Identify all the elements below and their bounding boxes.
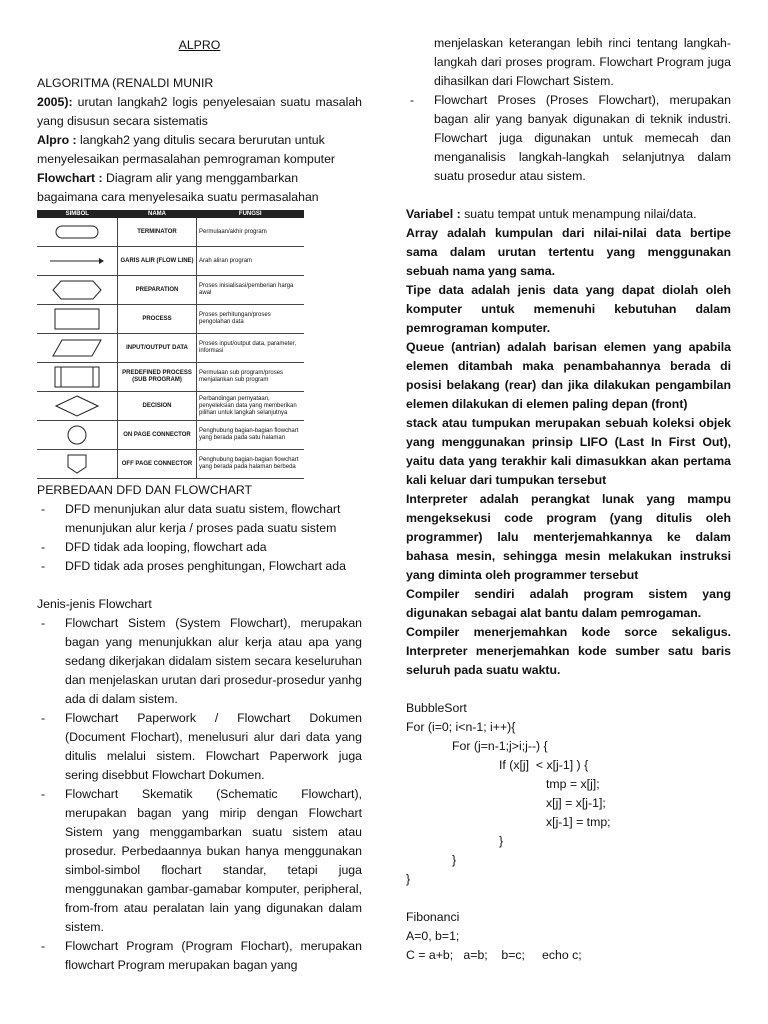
table-header-fungsi: FUNGSI xyxy=(197,210,305,218)
continued-text xyxy=(406,34,731,91)
array-definition: Array adalah kumpulan dari nilai-nilai data bertipe sama dalam urutan tertentu yang menggunakan sebuah nama yang sama. xyxy=(406,226,731,278)
variabel-text: suatu tempat untuk menampung nilai/data. xyxy=(460,207,697,221)
code-line: A=0, b=1; xyxy=(406,929,460,943)
code-line: } xyxy=(499,834,504,848)
predefined-process-icon xyxy=(54,366,100,388)
table-header-nama: NAMA xyxy=(118,210,197,218)
on-page-connector-circle-icon xyxy=(66,424,88,446)
algoritma-year: 2005): xyxy=(37,95,73,109)
dfd-heading: PERBEDAAN DFD DAN FLOWCHART xyxy=(37,483,252,497)
dfd-item-text: DFD tidak ada proses penghitungan, Flowchart ada xyxy=(65,559,346,573)
page-title: ALPRO xyxy=(178,38,221,52)
code-line: } xyxy=(406,872,411,886)
list-item: - Flowchart Program (Program Flochart), merupakan flowchart Program merupakan bagan yang xyxy=(41,939,362,972)
compiler-vs-interpreter: Compiler menerjemahkan kode sorce sekaligus. Interpreter menerjemahkan kode sumber satu baris seluruh pada suatu waktu. xyxy=(406,625,731,677)
proses-title: Flowchart Proses (Proses Flowchart) xyxy=(434,93,656,107)
table-cell-func: Perbandingan pernyataan, penyeleksian data yang memberikan pilihan untuk langkah selanjutnya xyxy=(197,392,305,421)
io-parallelogram-icon xyxy=(52,339,102,357)
jenis-item-title: Flowchart Paperwork / Flowchart Dokumen (Document Flochart) xyxy=(65,711,362,744)
variabel-definition xyxy=(406,205,731,224)
table-cell-func: Permulaan sub program/proses menjalankan sub program xyxy=(197,363,305,392)
off-page-connector-pentagon-icon xyxy=(66,453,88,475)
jenis-item-text: , merupakan bagan yang mirip dengan Flowchart Sistem yang menggambarkan suatu sistem atau prosedur. Perbedaannya bukan hanya menggunakan simbol-simbol flochart standar, tetapi juga menggunakan gambar-gamabar komputer, peripheral, from-from atau peralatan lain yang digunakan dalam sistem. xyxy=(65,787,362,934)
flowchart-symbol-table xyxy=(37,210,304,479)
table-row xyxy=(37,363,304,392)
code-line: C = a+b; a=b; b=c; echo c; xyxy=(406,948,582,962)
table-row xyxy=(37,392,304,421)
alpro-text: langkah2 yang ditulis secara berurutan untuk menyelesaikan permasalahan pemrograman komputer xyxy=(37,133,336,166)
compiler-definition: Compiler sendiri adalah program sistem yang digunakan sebagai alat bantu dalam pemrogaman. xyxy=(406,587,731,620)
table-cell-name: PREPARATION xyxy=(118,276,197,305)
table-row xyxy=(37,247,304,276)
table-cell-func: Penghubung bagian-bagian flowchart yang berada pada satu halaman xyxy=(197,421,305,450)
list-item: - DFD tidak ada looping, flowchart ada xyxy=(41,540,267,554)
bubblesort-code xyxy=(406,718,731,889)
jenis-item-title: Flowchart Sistem (System Flowchart), xyxy=(65,616,291,630)
fibonacci-heading: Fibonanci xyxy=(406,910,460,924)
bubblesort-heading: BubbleSort xyxy=(406,701,467,715)
dfd-item-text: DFD menunjukan alur data suatu sistem, flowchart menunjukan alur kerja / proses pada suatu sistem xyxy=(65,502,341,535)
table-cell-func: Proses inisialisasi/pemberian harga awal xyxy=(197,276,305,305)
alpro-definition xyxy=(37,131,362,169)
table-cell-func: Arah aliran program xyxy=(197,247,305,276)
table-row xyxy=(37,421,304,450)
left-column xyxy=(37,36,362,975)
table-cell-func: Permulaan/akhir program xyxy=(197,218,305,247)
jenis-item-text: , merupakan flowchart Program merupakan bagan yang xyxy=(65,939,362,972)
stack-definition: stack atau tumpukan merupakan sebuah koleksi objek yang menggunakan prinsip LIFO (Last In First Out), yaitu data yang terakhir kali dimasukkan akan pertama kali keluar dari tumpukan tersebut xyxy=(406,416,731,487)
code-line: x[j] = x[j-1]; xyxy=(546,796,606,810)
jenis-item-text: merupakan bagan yang menunjukkan alur kerja atau apa yang sedang dikerjakan didalam sistem secara keseluruhan dan menjelaskan urutan dari prosedur-prosedur yanhg ada di dalam sistem. xyxy=(65,616,363,706)
jenis-item-text: , menelusuri alur dari data yang ditulis melalui sistem. Flowchart Paperwork juga sering disebbut Flowchart Dokumen. xyxy=(65,730,362,782)
list-item: - Flowchart Proses (Proses Flowchart), merupakan bagan alir yang banyak digunakan di teknik industri. Flowchart juga digunakan untuk memecah dan menganalisis langkah-langkah selanjutnya dalam suatu prosedur atau sistem. xyxy=(410,93,731,183)
list-item: - Flowchart Skematik (Schematic Flowchart), merupakan bagan yang mirip dengan Flowchart Sistem yang menggambarkan suatu sistem atau prosedur. Perbedaannya bukan hanya menggunakan simbol-simbol flochart standar, tetapi juga menggunakan gambar-gamabar komputer, peripheral, from-from atau peralatan lain yang digunakan dalam sistem. xyxy=(41,787,362,934)
decision-diamond-icon xyxy=(55,395,99,417)
code-line: For (j=n-1;j>i;j--) { xyxy=(452,739,548,753)
tipe-data-definition: Tipe data adalah jenis data yang dapat diolah oleh komputer untuk memenuhi kebutuhan dalam pemrograman komputer. xyxy=(406,283,731,335)
table-row xyxy=(37,450,304,479)
alpro-label: Alpro : xyxy=(37,133,77,147)
code-line: x[j-1] = tmp; xyxy=(546,815,611,829)
table-cell-name: TERMINATOR xyxy=(118,218,197,247)
jenis-item-title: Flowchart Skematik (Schematic Flowchart) xyxy=(65,787,359,801)
list-item: - DFD tidak ada proses penghitungan, Flowchart ada xyxy=(41,559,346,573)
table-row xyxy=(37,334,304,363)
code-line: } xyxy=(452,853,457,867)
interpreter-definition: Interpreter adalah perangkat lunak yang mampu mengeksekusi code program (yang ditulis oleh programmer) lalu menterjemahkannya ke dalam bahasa mesin, sehingga mesin melakukan instruksi yang diminta oleh programmer tersebut xyxy=(406,492,731,582)
jenis-item-title: Flowchart Program (Program Flochart) xyxy=(65,939,290,953)
table-cell-name: PROCESS xyxy=(118,305,197,334)
flowchart-text: Diagram alir yang menggambarkan bagaimana cara menyelesaika suatu permasalahan xyxy=(37,171,319,204)
variabel-label: Variabel : xyxy=(406,207,461,221)
terminator-symbol-icon xyxy=(55,225,99,239)
preparation-hexagon-icon xyxy=(52,280,102,300)
flowchart-label: Flowchart : xyxy=(37,171,103,185)
table-row xyxy=(37,218,304,247)
jenis-heading: Jenis-jenis Flowchart xyxy=(37,597,152,611)
table-cell-func: Penghubung bagian-bagian flowchart yang berada pada halaman berbeda xyxy=(197,450,305,479)
continued-text-body: menjelaskan keterangan lebih rinci tentang langkah-langkah dari proses program. Flowchart Program juga dihasilkan dari Flowchart Sistem. xyxy=(434,36,731,88)
queue-definition: Queue (antrian) adalah barisan elemen yang apabila elemen ditambah maka penambahannya berada di posisi belakang (rear) dan jika dilakukan pengambilan elemen dilakukan di elemen paling depan (front) xyxy=(406,340,731,411)
table-cell-name: ON PAGE CONNECTOR xyxy=(118,421,197,450)
flow-line-arrow-icon xyxy=(49,257,105,265)
table-header-row xyxy=(37,210,304,218)
list-item: - DFD menunjukan alur data suatu sistem, flowchart menunjukan alur kerja / proses pada suatu sistem xyxy=(41,502,341,535)
algoritma-text: urutan langkah2 logis penyelesaian suatu masalah yang disusun secara sistematis xyxy=(37,95,362,128)
table-row xyxy=(37,276,304,305)
code-line: tmp = x[j]; xyxy=(546,777,600,791)
process-rectangle-icon xyxy=(54,308,100,330)
algoritma-definition xyxy=(37,93,362,131)
code-line: For (i=0; i<n-1; i++){ xyxy=(406,720,516,734)
table-cell-name: OFF PAGE CONNECTOR xyxy=(118,450,197,479)
list-item: - Flowchart Sistem (System Flowchart), merupakan bagan yang menunjukkan alur kerja atau apa yang sedang dikerjakan didalam sistem secara keseluruhan dan menjelaskan urutan dari prosedur-prosedur yanhg ada di dalam sistem. xyxy=(41,616,363,706)
code-line: If (x[j] < x[j-1] ) { xyxy=(499,758,589,772)
proses-text: , merupakan bagan alir yang banyak digunakan di teknik industri. Flowchart juga digunakan untuk memecah dan menganalisis langkah-langkah selanjutnya dalam suatu prosedur atau sistem. xyxy=(434,93,731,183)
flowchart-definition xyxy=(37,169,362,207)
table-cell-name: DECISION xyxy=(118,392,197,421)
table-cell-name: INPUT/OUTPUT DATA xyxy=(118,334,197,363)
table-cell-name: PREDEFINED PROCESS (SUB PROGRAM) xyxy=(118,363,197,392)
table-header-simbol: SIMBOL xyxy=(37,210,118,218)
table-cell-name: GARIS ALIR (FLOW LINE) xyxy=(118,247,197,276)
list-item: - Flowchart Paperwork / Flowchart Dokumen (Document Flochart), menelusuri alur dari data yang ditulis melalui sistem. Flowchart Paperwork juga sering disebbut Flowchart Dokumen. xyxy=(41,711,362,782)
algoritma-heading: ALGORITMA (RENALDI MUNIR xyxy=(37,76,214,90)
right-column xyxy=(406,34,731,965)
table-cell-func: Proses perhitungan/proses pengolahan data xyxy=(197,305,305,334)
table-cell-func: Proses input/output data, parameter, informasi xyxy=(197,334,305,363)
dfd-item-text: DFD tidak ada looping, flowchart ada xyxy=(65,540,267,554)
table-row xyxy=(37,305,304,334)
